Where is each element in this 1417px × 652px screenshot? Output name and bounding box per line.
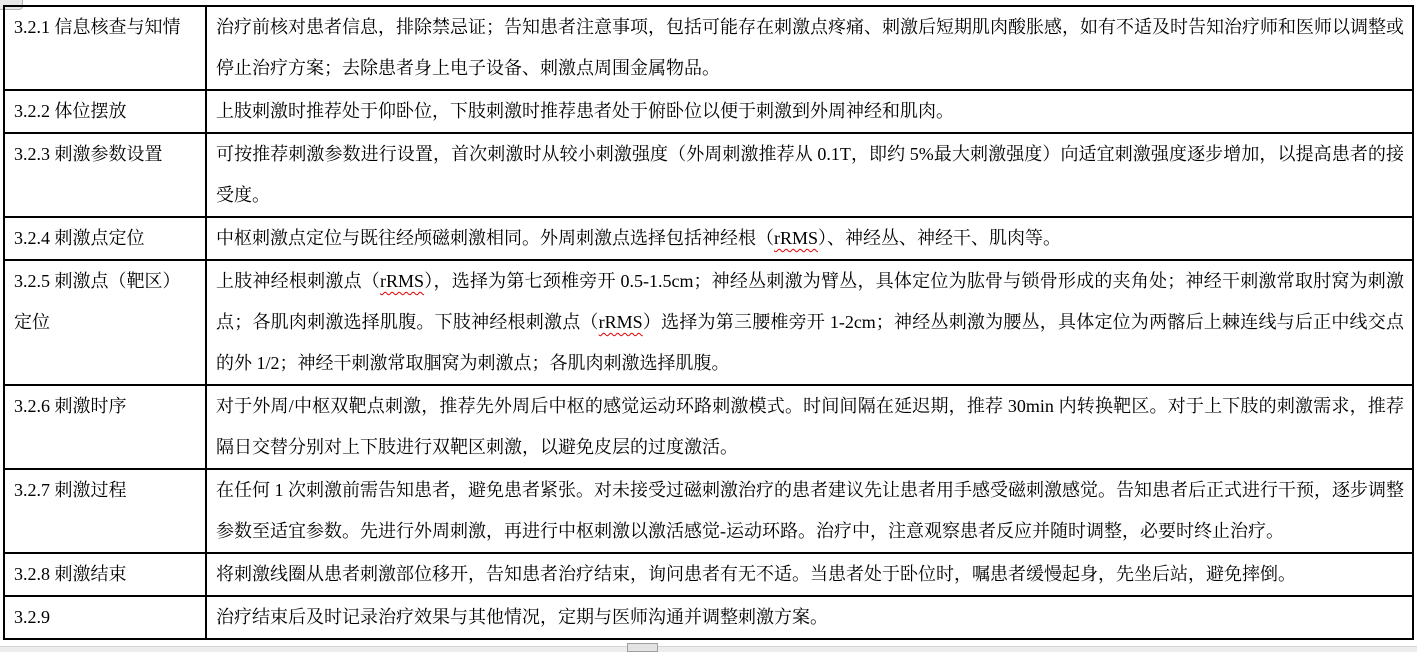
row-label: 3.2.9	[4, 596, 206, 639]
spellcheck-term: rRMS	[598, 312, 643, 332]
row-label: 3.2.2 体位摆放	[4, 90, 206, 133]
row-label: 3.2.3 刺激参数设置	[4, 133, 206, 217]
spellcheck-term: rRMS	[380, 271, 425, 291]
row-description: 在任何 1 次刺激前需告知患者，避免患者紧张。对未接受过磁刺激治疗的患者建议先让患者用手感受磁刺激感觉。告知患者后正式进行干预，逐步调整参数至适宜参数。先进行外周刺激，再进行中枢刺激以激活感觉-运动环路。治疗中，注意观察患者反应并随时调整，必要时终止治疗。	[206, 469, 1413, 553]
row-label: 3.2.8 刺激结束	[4, 553, 206, 596]
row-label: 3.2.6 刺激时序	[4, 385, 206, 469]
row-label: 3.2.1 信息核查与知情	[4, 6, 206, 90]
table-row	[4, 469, 1413, 553]
table-row	[4, 90, 1413, 133]
spellcheck-term: rRMS	[774, 228, 819, 248]
row-description: 将刺激线圈从患者刺激部位移开，告知患者治疗结束，询问患者有无不适。当患者处于卧位时，嘱患者缓慢起身，先坐后站，避免摔倒。	[206, 553, 1413, 596]
row-description: 治疗结束后及时记录治疗效果与其他情况，定期与医师沟通并调整刺激方案。	[206, 596, 1413, 639]
procedure-table-body	[4, 6, 1413, 639]
table-row	[4, 385, 1413, 469]
table-row	[4, 260, 1413, 385]
procedure-table	[3, 5, 1414, 640]
table-row	[4, 596, 1413, 639]
table-row	[4, 133, 1413, 217]
row-label: 3.2.5 刺激点（靶区）定位	[4, 260, 206, 385]
row-label: 3.2.4 刺激点定位	[4, 217, 206, 260]
row-description: 上肢刺激时推荐处于仰卧位，下肢刺激时推荐患者处于俯卧位以便于刺激到外周神经和肌肉。	[206, 90, 1413, 133]
row-description: 对于外周/中枢双靶点刺激，推荐先外周后中枢的感觉运动环路刺激模式。时间间隔在延迟期，推荐 30min 内转换靶区。对于上下肢的刺激需求，推荐隔日交替分别对上下肢进行双靶区刺激，以避免皮层的过度激活。	[206, 385, 1413, 469]
table-row	[4, 6, 1413, 90]
scrollbar-thumb-fragment[interactable]	[627, 643, 658, 652]
row-label: 3.2.7 刺激过程	[4, 469, 206, 553]
row-description: 中枢刺激点定位与既往经颅磁刺激相同。外周刺激点选择包括神经根（rRMS）、神经丛、神经干、肌肉等。	[206, 217, 1413, 260]
table-row	[4, 217, 1413, 260]
bottom-scrollbar-strip	[0, 646, 1417, 652]
row-description: 治疗前核对患者信息，排除禁忌证；告知患者注意事项，包括可能存在刺激点疼痛、刺激后短期肌肉酸胀感，如有不适及时告知治疗师和医师以调整或停止治疗方案；去除患者身上电子设备、刺激点周围金属物品。	[206, 6, 1413, 90]
row-description: 可按推荐刺激参数进行设置，首次刺激时从较小刺激强度（外周刺激推荐从 0.1T，即约 5%最大刺激强度）向适宜刺激强度逐步增加，以提高患者的接受度。	[206, 133, 1413, 217]
row-description: 上肢神经根刺激点（rRMS），选择为第七颈椎旁开 0.5-1.5cm；神经丛刺激为臂丛，具体定位为肱骨与锁骨形成的夹角处；神经干刺激常取肘窝为刺激点；各肌肉刺激选择肌腹。下肢神经根刺激点（rRMS）选择为第三腰椎旁开 1-2cm；神经丛刺激为腰丛，具体定位为两髂后上棘连线与后正中线交点的外 1/2；神经干刺激常取腘窝为刺激点；各肌肉刺激选择肌腹。	[206, 260, 1413, 385]
table-row	[4, 553, 1413, 596]
